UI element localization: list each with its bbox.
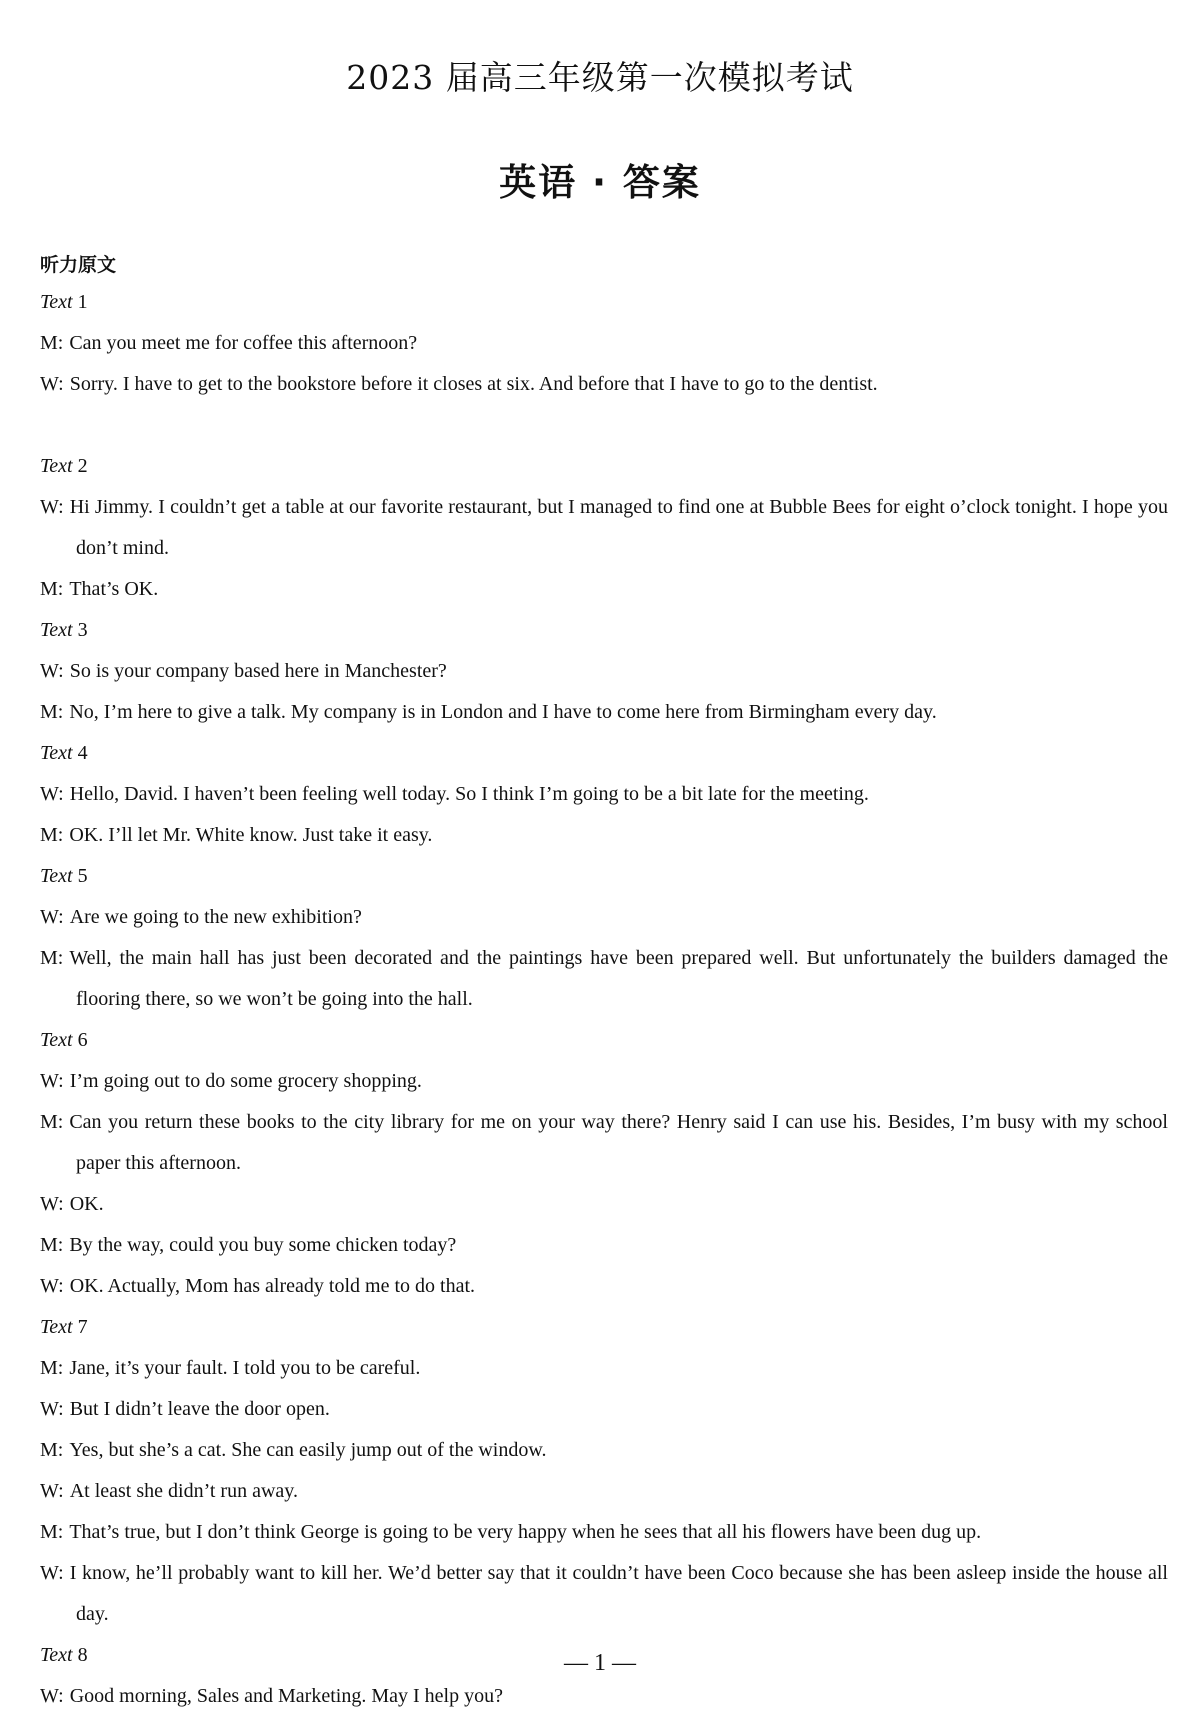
text-label-word: Text [40, 1029, 73, 1051]
utterance-text: No, I’m here to give a talk. My company is in London and I have to come here from Birmingham every day. [69, 701, 937, 723]
speaker-label: W: [40, 906, 64, 928]
text-label-number: 1 [77, 291, 88, 313]
text-label-number: 8 [77, 1644, 88, 1666]
text-label [40, 1307, 1168, 1348]
speaker-label: M: [40, 332, 64, 354]
utterance-text: OK. Actually, Mom has already told me to do that. [69, 1275, 475, 1297]
text-label [40, 282, 1168, 323]
text-label-word: Text [40, 619, 73, 641]
dialogue-line [40, 815, 1168, 856]
subject-title: 英语 · 答案 [499, 161, 701, 204]
utterance-text: Hi Jimmy. I couldn’t get a table at our favorite restaurant, but I managed to find one at Bubble Bees for eight o’clock tonight. I hope you don’t mind. [69, 496, 1168, 559]
utterance-text: Can you return these books to the city library for me on your way there? Henry said I can use his. Besides, I’m busy with my school paper this afternoon. [69, 1111, 1168, 1174]
dialogue-line [40, 897, 1168, 938]
speaker-label: W: [40, 1275, 64, 1297]
text-label-number: 7 [77, 1316, 88, 1338]
speaker-label: W: [40, 660, 64, 682]
text-label-word: Text [40, 742, 73, 764]
utterance-text: That’s OK. [69, 578, 159, 600]
speaker-label: M: [40, 1357, 64, 1379]
text-label-word: Text [40, 1644, 73, 1666]
utterance-text: OK. I’ll let Mr. White know. Just take it easy. [69, 824, 433, 846]
speaker-label: M: [40, 1521, 64, 1543]
dialogue-line [40, 1553, 1168, 1635]
dialogue-line [40, 1266, 1168, 1307]
speaker-label: M: [40, 824, 64, 846]
speaker-label: W: [40, 1685, 64, 1707]
speaker-label: M: [40, 947, 64, 969]
text-label [40, 610, 1168, 651]
text-label-number: 4 [77, 742, 88, 764]
utterance-text: Jane, it’s your fault. I told you to be careful. [69, 1357, 421, 1379]
dialogue-line [40, 569, 1168, 610]
utterance-text: I know, he’ll probably want to kill her. We’d better say that it couldn’t have been Coco because she has been asleep inside the house all day. [69, 1562, 1168, 1625]
utterance-text: I’m going out to do some grocery shopping. [69, 1070, 422, 1092]
text-label-word: Text [40, 1316, 73, 1338]
speaker-label: M: [40, 1234, 64, 1256]
speaker-label: W: [40, 1398, 64, 1420]
utterance-text: Hello, David. I haven’t been feeling well today. So I think I’m going to be a bit late for the meeting. [69, 783, 869, 805]
text-label-number: 5 [77, 865, 88, 887]
dialogue-line [40, 774, 1168, 815]
speaker-label: M: [40, 578, 64, 600]
text-label-word: Text [40, 291, 73, 313]
exam-title: 2023 届高三年级第一次模拟考试 [346, 58, 854, 97]
utterance-text: Well, the main hall has just been decorated and the paintings have been prepared well. But unfortunately the builders damaged the flooring there, so we won’t be going into the hall. [69, 947, 1168, 1010]
speaker-label: W: [40, 1562, 64, 1584]
text-label [40, 733, 1168, 774]
dialogue-line [40, 692, 1168, 733]
speaker-label: W: [40, 373, 64, 395]
speaker-label: M: [40, 1439, 64, 1461]
speaker-label: W: [40, 496, 64, 518]
utterance-text: That’s true, but I don’t think George is going to be very happy when he sees that all his flowers have been dug up. [69, 1521, 982, 1543]
speaker-label: M: [40, 701, 64, 723]
text-label [40, 856, 1168, 897]
text-label-word: Text [40, 455, 73, 477]
utterance-text: Good morning, Sales and Marketing. May I help you? [69, 1685, 503, 1707]
speaker-label: W: [40, 783, 64, 805]
utterance-text: Are we going to the new exhibition? [69, 906, 362, 928]
text-label-number: 2 [77, 455, 88, 477]
text-label [40, 1020, 1168, 1061]
speaker-label: W: [40, 1193, 64, 1215]
text-label-number: 3 [77, 619, 88, 641]
text-label [40, 446, 1168, 487]
dialogue-line [40, 938, 1168, 1020]
dialogue-line [40, 1471, 1168, 1512]
dialogue-line [40, 1512, 1168, 1553]
utterance-text: At least she didn’t run away. [69, 1480, 298, 1502]
utterance-text: Can you meet me for coffee this afternoon? [69, 332, 418, 354]
dialogue-line [40, 323, 1168, 364]
dialogue-line [40, 1225, 1168, 1266]
dialogue-line [40, 651, 1168, 692]
dialogue-line [40, 1348, 1168, 1389]
page-number: — 1 — [564, 1650, 636, 1676]
speaker-label: W: [40, 1070, 64, 1092]
dialogue-line [40, 487, 1168, 569]
dialogue-line [40, 1102, 1168, 1184]
speaker-label: M: [40, 1111, 64, 1133]
text-label-word: Text [40, 865, 73, 887]
utterance-text: Yes, but she’s a cat. She can easily jump out of the window. [69, 1439, 547, 1461]
listening-transcript [40, 282, 1168, 1717]
section-heading: 听力原文 [40, 254, 117, 276]
utterance-text: So is your company based here in Manchester? [69, 660, 447, 682]
utterance-text: But I didn’t leave the door open. [69, 1398, 330, 1420]
text-label-number: 6 [77, 1029, 88, 1051]
speaker-label: W: [40, 1480, 64, 1502]
dialogue-line [40, 1389, 1168, 1430]
dialogue-line [40, 1430, 1168, 1471]
utterance-text: Sorry. I have to get to the bookstore before it closes at six. And before that I have to go to the dentist. [69, 373, 878, 395]
utterance-text: By the way, could you buy some chicken today? [69, 1234, 457, 1256]
dialogue-line [40, 1184, 1168, 1225]
utterance-text: OK. [69, 1193, 104, 1215]
dialogue-line [40, 364, 1168, 446]
dialogue-line [40, 1061, 1168, 1102]
